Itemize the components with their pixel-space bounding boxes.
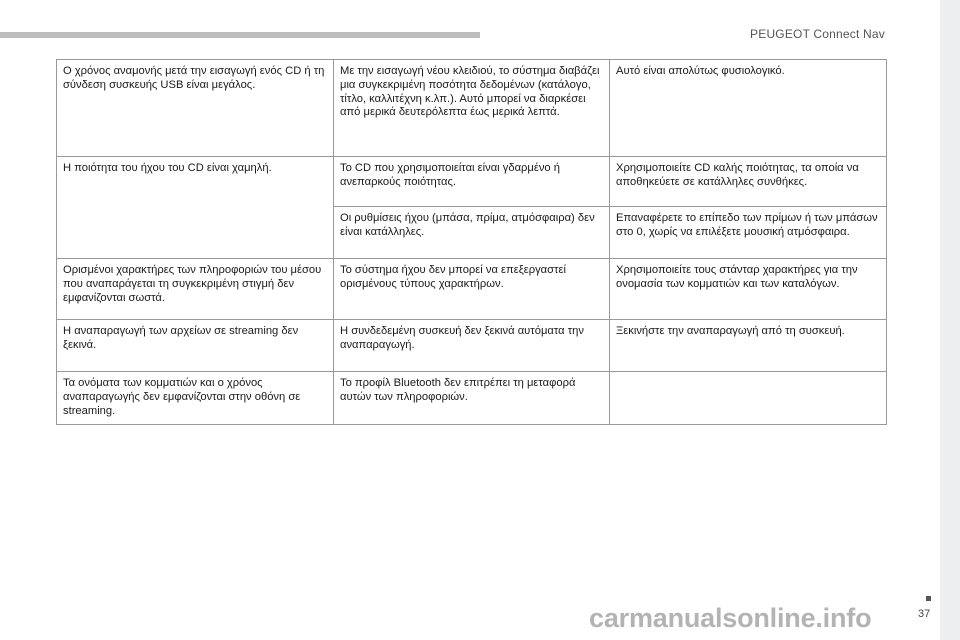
cause-cell: Το σύστημα ήχου δεν μπορεί να επεξεργαστεί ορισμένους τύπους χαρακτήρων.	[334, 259, 610, 320]
solution-cell: Ξεκινήστε την αναπαραγωγή από τη συσκευή.	[610, 320, 887, 372]
watermark-text: carmanualsonline.info	[589, 603, 872, 633]
page-number: 37	[918, 608, 931, 620]
cause-cell: Η συνδεδεμένη συσκευή δεν ξεκινά αυτόματα την αναπαραγωγή.	[334, 320, 610, 372]
question-cell: Ο χρόνος αναμονής μετά την εισαγωγή ενός CD ή τη σύνδεση συσκευής USB είναι μεγάλος.	[57, 60, 334, 157]
table-row	[57, 60, 887, 157]
page-edge-strip	[940, 0, 960, 640]
question-cell: Η ποιότητα του ήχου του CD είναι χαμηλή.	[57, 157, 334, 259]
question-cell: Η αναπαραγωγή των αρχείων σε streaming δεν ξεκινά.	[57, 320, 334, 372]
page-marker	[926, 596, 931, 601]
header-rule	[0, 32, 480, 38]
solution-cell	[610, 372, 887, 425]
solution-cell: Αυτό είναι απολύτως φυσιολογικό.	[610, 60, 887, 157]
solution-cell: Χρησιμοποιείτε CD καλής ποιότητας, τα οποία να αποθηκεύετε σε κατάλληλες συνθήκες.	[610, 157, 887, 207]
solution-cell: Χρησιμοποιείτε τους στάνταρ χαρακτήρες για την ονομασία των κομματιών και των καταλόγων.	[610, 259, 887, 320]
cause-cell: Με την εισαγωγή νέου κλειδιού, το σύστημα διαβάζει μια συγκεκριμένη ποσότητα δεδομένων (κατάλογο, τίτλο, καλλιτέχνη κ.λπ.). Αυτό μπορεί να διαρκέσει από μερικά δευτερόλεπτα έως μερικά λεπτά.	[334, 60, 610, 157]
question-cell: Τα ονόματα των κομματιών και ο χρόνος αναπαραγωγής δεν εμφανίζονται στην οθόνη σε streaming.	[57, 372, 334, 425]
solution-cell: Επαναφέρετε το επίπεδο των πρίμων ή των μπάσων στο 0, χωρίς να επιλέξετε μουσική ατμόσφαιρα.	[610, 207, 887, 259]
table-row	[57, 372, 887, 425]
table-row	[57, 157, 887, 207]
table-row	[57, 320, 887, 372]
cause-cell: Οι ρυθμίσεις ήχου (μπάσα, πρίμα, ατμόσφαιρα) δεν είναι κατάλληλες.	[334, 207, 610, 259]
cause-cell: Το CD που χρησιμοποιείται είναι γδαρμένο ή ανεπαρκούς ποιότητας.	[334, 157, 610, 207]
troubleshooting-table	[56, 59, 887, 425]
header-title: PEUGEOT Connect Nav	[750, 27, 885, 41]
question-cell: Ορισμένοι χαρακτήρες των πληροφοριών του μέσου που αναπαράγεται τη συγκεκριμένη στιγμή δεν εμφανίζονται σωστά.	[57, 259, 334, 320]
cause-cell: Το προφίλ Bluetooth δεν επιτρέπει τη μεταφορά αυτών των πληροφοριών.	[334, 372, 610, 425]
table-row	[57, 259, 887, 320]
